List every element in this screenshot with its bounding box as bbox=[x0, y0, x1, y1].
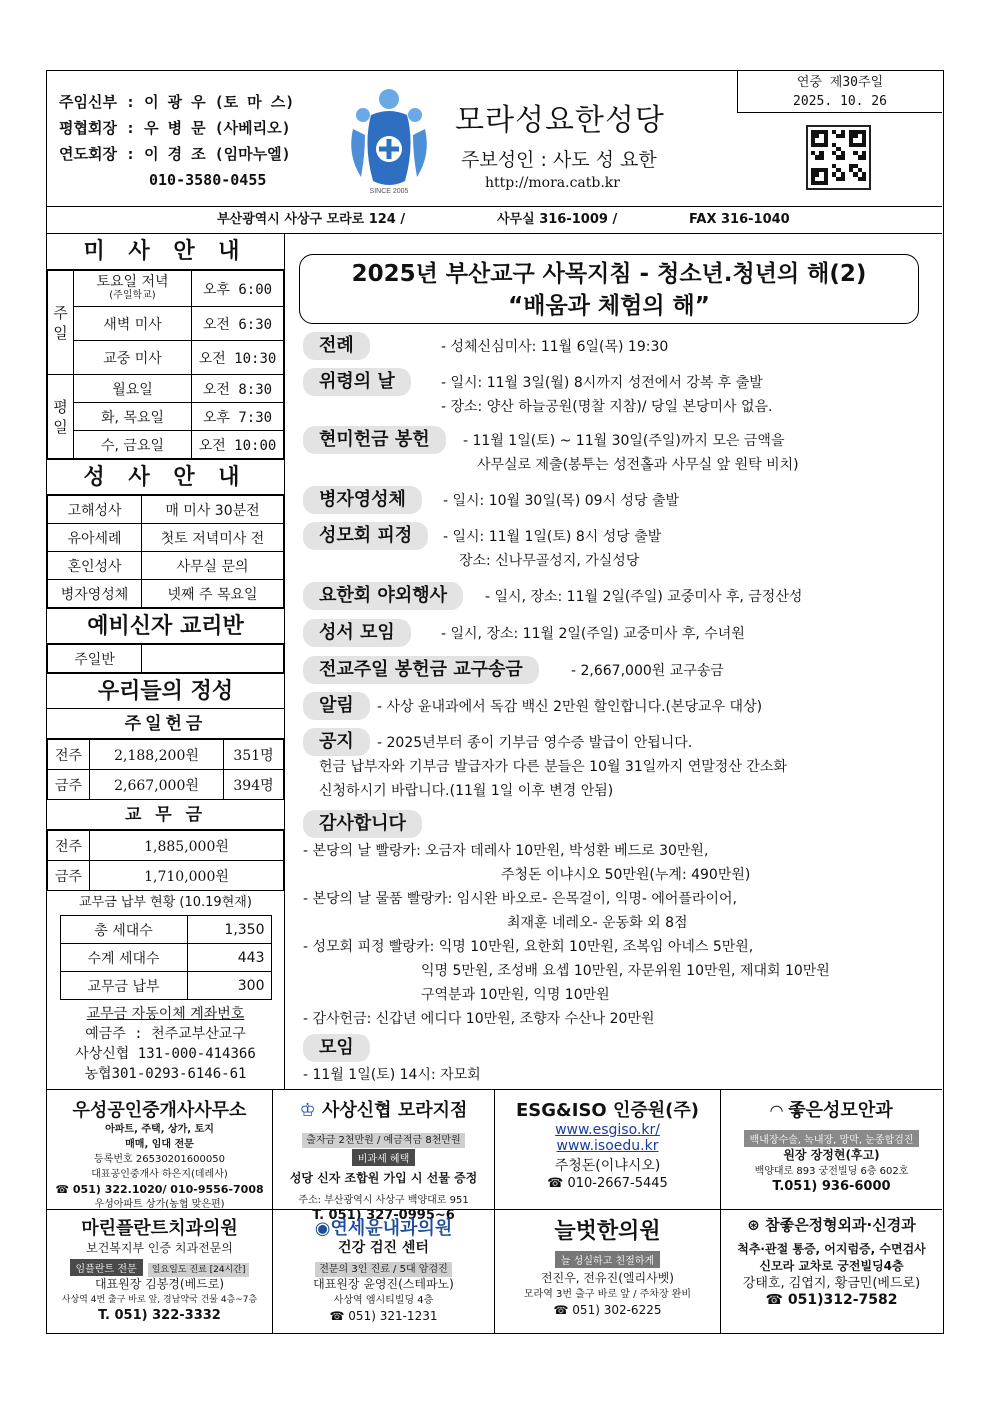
notice-line: - 11월 1일(토) 14시: 자모회 bbox=[303, 1067, 481, 1083]
notice-tag: 전례 bbox=[303, 332, 370, 360]
hospital-logo-icon: ⊛ bbox=[747, 1216, 766, 1234]
notice-line: - 성체신심미사: 11월 6일(목) 19:30 bbox=[441, 339, 669, 355]
notice-line: - 2025년부터 종이 기부금 영수증 발급이 안됩니다. bbox=[377, 735, 693, 751]
mass-time: 오후 7:30 bbox=[192, 403, 284, 431]
church-logo-icon bbox=[343, 85, 435, 195]
pastor-line: 주임신부 : 이 광 우 (토 마 스) bbox=[59, 93, 295, 111]
account-title: 교무금 자동이체 계좌번호 bbox=[86, 1006, 245, 1022]
notice-line: - 2,667,000원 교구송금 bbox=[571, 663, 724, 679]
notice-line: - 일시: 11월 1일(토) 8시 성당 출발 bbox=[443, 529, 662, 545]
notice-line: - 본당의 날 물품 빨랑카: 임시완 바오로- 은목걸이, 익명- 에어플라이어, bbox=[303, 891, 737, 907]
notice-item bbox=[303, 728, 380, 756]
ad-esg-iso: ESG&ISO 인증원(주) www.esgiso.kr/ www.isoedu.kr 주청돈(이냐시오) ☎ 010-2667-5445 bbox=[495, 1090, 721, 1210]
ad-internal-medicine: ◉연세윤내과의원 건강 검진 센터 전문의 3인 진료 / 5대 암검진 대표원장 윤영진(스테파노) 사상역 엠시티빌딩 4층 ☎ 051) 321-1231 bbox=[273, 1210, 495, 1333]
mass-time: 오전 10:30 bbox=[192, 341, 284, 375]
notice-line: 신청하시기 바랍니다.(11월 1일 이후 변경 안됨) bbox=[319, 783, 614, 799]
ads-section bbox=[47, 1089, 942, 1332]
mass-name: 화, 목요일 bbox=[74, 403, 192, 431]
left-column bbox=[47, 234, 285, 1089]
notice-line: - 11월 1일(토) ~ 11월 30일(주일)까지 모은 금액을 bbox=[463, 433, 785, 449]
table-row: 고해성사 매 미사 30분전 bbox=[48, 496, 284, 524]
notice-item bbox=[303, 486, 432, 514]
bulletin-header bbox=[47, 71, 942, 207]
notice-line: - 성모회 피정 빨랑카: 익명 10만원, 요한회 10만원, 조복임 아네스 5만원, bbox=[303, 939, 754, 955]
ad-oriental-clinic: 늘벗한의원 늘 성실하고 친절하게 전진우, 전유진(엘리사벳) 모라역 3번 출구 바로 앞 / 주차장 완비 ☎ 051) 302-6225 bbox=[495, 1210, 721, 1333]
offerings-title: 우리들의 정성 bbox=[47, 673, 284, 709]
sunday-offering-title: 주일헌금 bbox=[47, 709, 284, 739]
mass-title: 미 사 안 내 bbox=[47, 234, 284, 270]
mass-time: 오전 6:30 bbox=[192, 307, 284, 341]
patron-saint: 주보성인 : 사도 성 요한 bbox=[461, 149, 657, 171]
sunday-label: 주일 bbox=[48, 271, 74, 375]
mass-name: 새벽 미사 bbox=[74, 307, 192, 341]
table-row: 병자영성체 넷째 주 목요일 bbox=[48, 580, 284, 608]
address-bar bbox=[47, 207, 942, 234]
notice-line: - 일시, 장소: 11월 2일(주일) 교중미사 후, 수녀원 bbox=[441, 626, 745, 642]
ad-realty: 우성공인중개사사무소 아파트, 주택, 상가, 토지 매매, 임대 전문 등록번호 26530201600050 대표공인중개사 하은지(데레사) ☎ 051) 322.1020/ 010-9556-7008 우성아파트 상가(농협 맞은편) bbox=[47, 1090, 273, 1210]
notice-tag: 감사합니다 bbox=[303, 810, 422, 838]
address-text: 부산광역시 사상구 모라로 124 / bbox=[217, 212, 406, 227]
bulletin-sheet bbox=[46, 70, 944, 1334]
table-row: 전주 1,885,000원 bbox=[48, 831, 284, 861]
church-name: 모라성요한성당 bbox=[455, 103, 665, 138]
notice-tag: 위령의 날 bbox=[303, 368, 411, 396]
notice-tag: 현미헌금 봉헌 bbox=[303, 426, 446, 454]
fax-number: FAX 316-1040 bbox=[689, 212, 790, 227]
account-holder: 예금주 : 천주교부산교구 bbox=[85, 1026, 246, 1042]
notice-line: - 일시: 11월 3일(월) 8시까지 성전에서 강복 후 출발 bbox=[441, 375, 763, 391]
account-info bbox=[47, 1000, 284, 1084]
issue-box bbox=[737, 71, 942, 113]
issue-week: 연중 제30주일 bbox=[796, 75, 884, 90]
ad-orthopedics: ⊛ 참좋은정형외과·신경과 척추·관절 통증, 어지럼증, 수면검사 신모라 교차로 궁전빌딩4층 강태호, 김엽지, 황금민(베드로) ☎ 051)312-7582 bbox=[737, 1216, 926, 1308]
dues-title: 교 무 금 bbox=[47, 800, 284, 830]
table-row: 금주 2,667,000원 394명 bbox=[48, 770, 284, 800]
table-row: 교무금 납부 300 bbox=[60, 972, 271, 1000]
mass-time: 오전 10:00 bbox=[192, 431, 284, 459]
notice-item bbox=[303, 656, 549, 684]
logo-since-text: SINCE 2005 bbox=[369, 188, 409, 195]
notice-item bbox=[303, 692, 380, 720]
catechumen-title: 예비신자 교리반 bbox=[47, 608, 284, 644]
mass-name: 월요일 bbox=[74, 375, 192, 403]
notice-item bbox=[303, 582, 473, 610]
esg-link[interactable]: www.esgiso.kr/ bbox=[555, 1122, 660, 1138]
clinic-logo-icon: ◉ bbox=[314, 1218, 331, 1239]
table-row: 전주 2,188,200원 351명 bbox=[48, 740, 284, 770]
notice-line: 구역분과 10만원, 익명 10만원 bbox=[421, 987, 610, 1003]
account-number: 농협301-0293-6146-61 bbox=[84, 1066, 247, 1082]
notice-tag: 모임 bbox=[303, 1034, 370, 1062]
table-row: 금주 1,710,000원 bbox=[48, 861, 284, 891]
credit-union-logo-icon: ♔ bbox=[299, 1100, 323, 1121]
table-row: 총 세대수 1,350 bbox=[60, 916, 271, 944]
notice-line: 헌금 납부자와 기부금 발급자가 다른 분들은 10월 31일까지 연말정산 간소화 bbox=[319, 759, 787, 775]
notice-item bbox=[303, 368, 421, 396]
mass-table bbox=[47, 270, 284, 459]
pastor-list bbox=[59, 89, 294, 193]
mass-name: 교중 미사 bbox=[74, 341, 192, 375]
notice-line: - 본당의 날 빨랑카: 오금자 데레사 10만원, 박성환 베드로 30만원, bbox=[303, 843, 709, 859]
pastor-line: 평협회장 : 우 병 문 (사베리오) bbox=[59, 119, 291, 137]
sacraments-title: 성 사 안 내 bbox=[47, 459, 284, 495]
mass-name: 수, 금요일 bbox=[74, 431, 192, 459]
right-column bbox=[285, 234, 942, 1089]
notice-line: 사무실로 제출(봉투는 성전홀과 사무실 앞 원탁 비치) bbox=[477, 457, 799, 473]
sacraments-table bbox=[47, 495, 284, 608]
church-url[interactable]: http://mora.catb.kr bbox=[485, 175, 620, 191]
mass-time: 오전 8:30 bbox=[192, 375, 284, 403]
notice-line: 최재훈 네레오- 운동화 외 8점 bbox=[507, 915, 688, 931]
mass-name: 토요일 저녁 (주일학교) bbox=[74, 271, 192, 307]
weekday-label: 평일 bbox=[48, 375, 74, 459]
notice-item bbox=[303, 1034, 380, 1062]
account-number: 사상신협 131-000-414366 bbox=[75, 1046, 256, 1062]
notice-tag: 성모회 피정 bbox=[303, 522, 428, 550]
notice-tag: 병자영성체 bbox=[303, 486, 422, 514]
notice-tag: 성서 모임 bbox=[303, 619, 411, 647]
table-row: 혼인성사 사무실 문의 bbox=[48, 552, 284, 580]
notice-line: - 감사헌금: 신갑년 에디다 10만원, 조향자 수산나 20만원 bbox=[303, 1011, 655, 1027]
notice-line: 주청돈 이냐시오 50만원(누계: 490만원) bbox=[501, 867, 751, 883]
notice-item bbox=[303, 810, 432, 838]
ad-eye-clinic: ◠ 좋은성모안과 백내장수술, 녹내장, 망막, 눈종합검진 원장 장정현(후고) 백양대로 893 궁전빌딩 6층 602호 T.051) 936-6000 bbox=[721, 1090, 942, 1210]
qr-code-icon[interactable] bbox=[806, 125, 871, 190]
pastoral-banner bbox=[299, 254, 919, 324]
iso-link[interactable]: www.isoedu.kr bbox=[556, 1138, 659, 1154]
notice-line: - 일시: 10월 30일(목) 09시 성당 출발 bbox=[443, 493, 680, 509]
banner-line: 2025년 부산교구 사목지침 - 청소년.청년의 해(2) bbox=[351, 261, 867, 287]
notice-line: 익명 5만원, 조성배 요셉 10만원, 자문위원 10만원, 제대회 10만원 bbox=[421, 963, 830, 979]
notice-item bbox=[303, 522, 438, 550]
notice-item bbox=[303, 426, 456, 454]
notice-tag: 공지 bbox=[303, 728, 370, 756]
dues-status-table bbox=[60, 915, 272, 1000]
issue-date: 2025. 10. 26 bbox=[793, 94, 887, 109]
sunday-offering-table bbox=[47, 739, 284, 800]
ad-dental: 마린플란트치과의원 보건복지부 인증 치과전문의 임플란트 전문 일요일도 진료 [24시간] 대표원장 김봉경(베드로) 사상역 4번 출구 바로 앞, 경남약국 건물 4층~7층 T. 051) 322-3332 bbox=[47, 1210, 273, 1333]
notice-item bbox=[303, 619, 421, 647]
notice-tag: 요한회 야외행사 bbox=[303, 582, 463, 610]
dues-status-title: 교무금 납부 현황 (10.19현재) bbox=[79, 895, 252, 910]
banner-line: “배움과 체험의 해” bbox=[508, 293, 710, 319]
notice-tag: 전교주일 봉헌금 교구송금 bbox=[303, 656, 539, 684]
catechumen-table: 주일반 bbox=[47, 644, 284, 673]
table-row: 수계 세대수 443 bbox=[60, 944, 271, 972]
table-row: 유아세례 첫토 저녁미사 전 bbox=[48, 524, 284, 552]
mass-time: 오후 6:00 bbox=[192, 271, 284, 307]
notice-item bbox=[303, 332, 380, 360]
notice-line: - 사상 윤내과에서 독감 백신 2만원 할인합니다.(본당교우 대상) bbox=[377, 699, 763, 715]
pastor-line: 연도회장 : 이 경 조 (임마누엘) bbox=[59, 145, 291, 163]
eye-logo-icon: ◠ bbox=[770, 1101, 789, 1120]
notice-tag: 알림 bbox=[303, 692, 370, 720]
parish-phone: 010-3580-0455 bbox=[149, 171, 267, 189]
notice-line: 장소: 신나무골성지, 가실성당 bbox=[459, 553, 640, 569]
notice-line: - 장소: 양산 하늘공원(명찰 지참)/ 당일 본당미사 없음. bbox=[441, 399, 773, 415]
ad-credit-union: ♔ 사상신협 모라지점 출자금 2천만원 / 예금적금 8천만원비과세 혜택 성당 신자 조합원 가입 시 선물 증정 주소: 부산광역시 사상구 백양대로 951 T. 051) 327-0995~6 bbox=[273, 1090, 495, 1210]
office-phone: 사무실 316-1009 / bbox=[497, 212, 618, 227]
notice-line: - 일시, 장소: 11월 2일(주일) 교중미사 후, 금정산성 bbox=[485, 589, 803, 605]
dues-table bbox=[47, 830, 284, 891]
